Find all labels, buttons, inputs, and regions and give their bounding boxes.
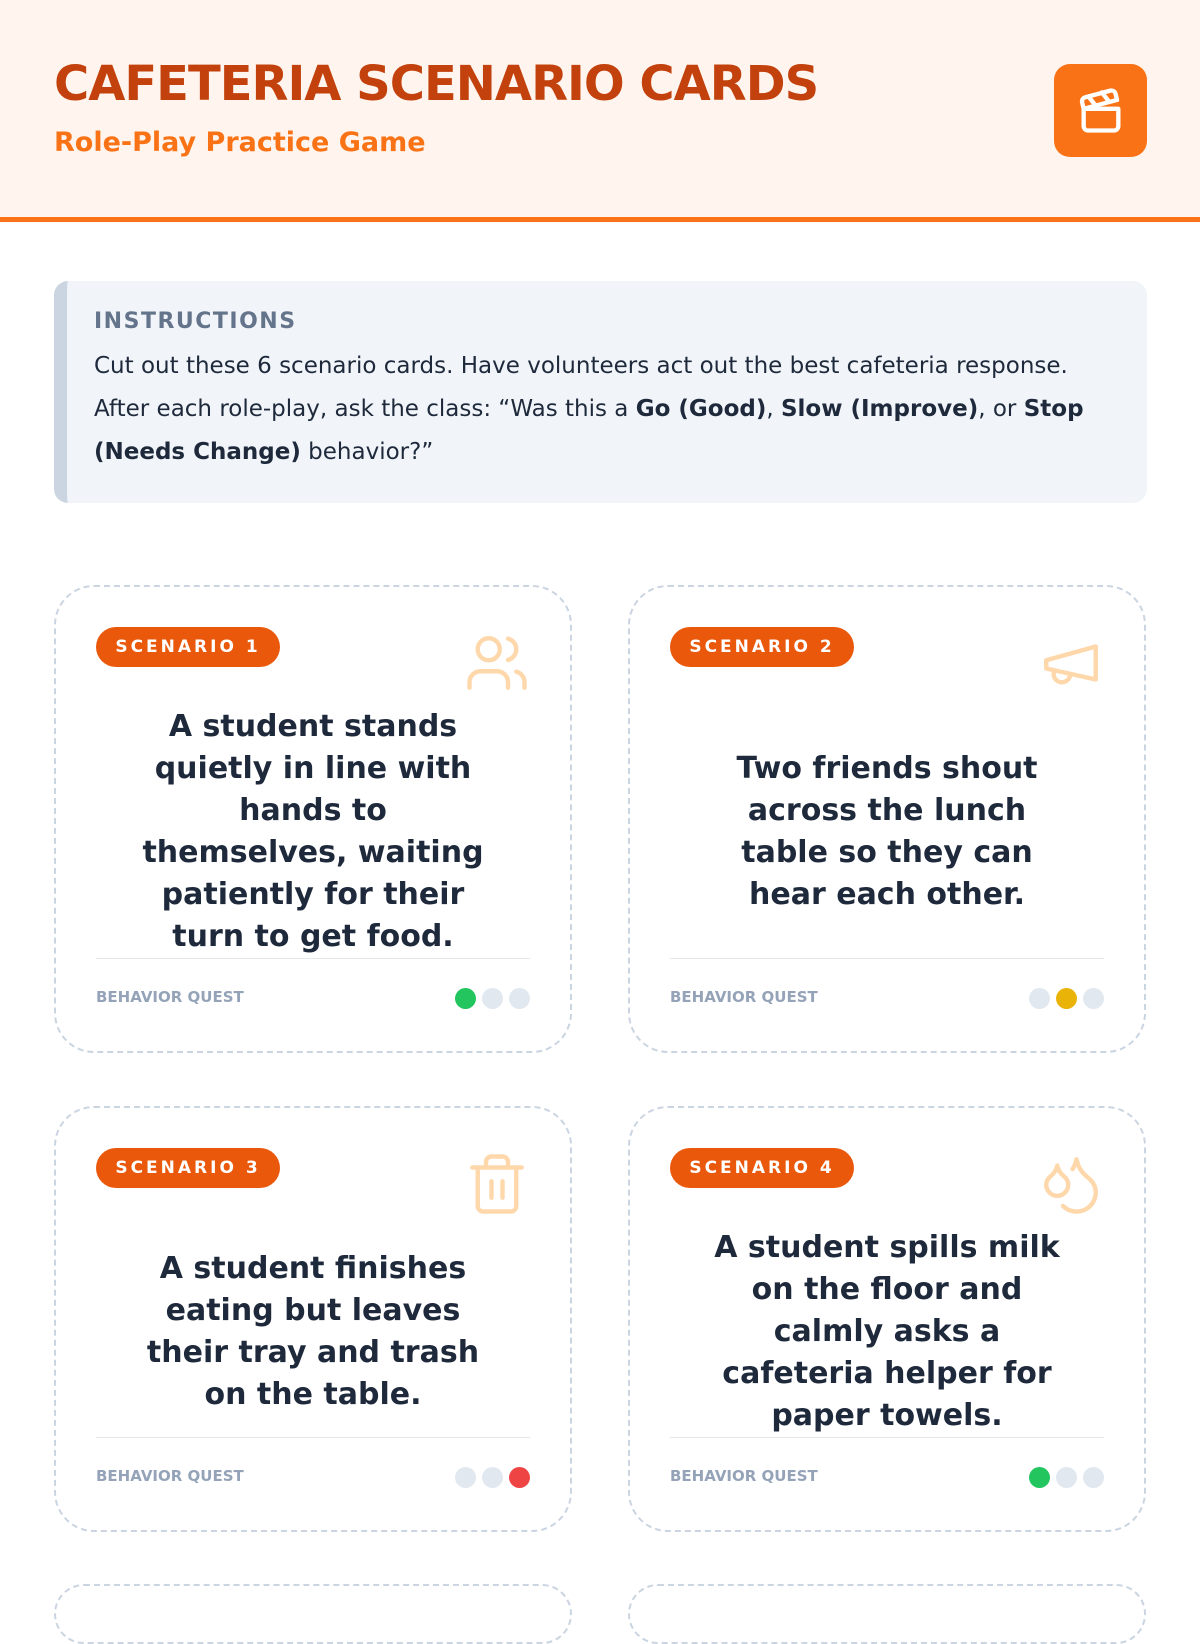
separator-1: , — [766, 396, 781, 422]
page-header — [0, 0, 1200, 222]
slow-dot — [482, 988, 503, 1009]
card-footer-label: BEHAVIOR QUEST — [670, 1467, 818, 1485]
scenario-badge: SCENARIO 1 — [96, 627, 280, 667]
scenario-badge: SCENARIO 4 — [670, 1148, 854, 1188]
slow-dot — [482, 1467, 503, 1488]
rating-dots — [455, 1467, 530, 1488]
scenario-card-2 — [628, 585, 1146, 1053]
rating-dots — [1029, 1467, 1104, 1488]
droplets-icon — [1038, 1151, 1104, 1217]
go-dot — [1029, 1467, 1050, 1488]
rating-dots — [1029, 988, 1104, 1009]
clapperboard-icon — [1054, 64, 1147, 157]
instructions-line-2-prefix: After each role-play, ask the class: “Was this a — [94, 396, 636, 422]
instructions-text — [94, 345, 1107, 474]
card-divider — [96, 958, 530, 959]
scenario-card-1 — [54, 585, 572, 1053]
users-icon — [464, 630, 530, 696]
go-dot — [455, 988, 476, 1009]
page-subtitle: Role-Play Practice Game — [54, 127, 426, 158]
card-divider — [670, 958, 1104, 959]
slow-dot — [1056, 988, 1077, 1009]
go-dot — [455, 1467, 476, 1488]
scenario-card-4 — [628, 1106, 1146, 1532]
stop-dot — [509, 1467, 530, 1488]
instructions-line-1: Cut out these 6 scenario cards. Have volunteers act out the best cafeteria response. — [94, 353, 1068, 379]
scenario-card-3 — [54, 1106, 572, 1532]
slow-label: Slow (Improve) — [780, 396, 979, 422]
card-footer-label: BEHAVIOR QUEST — [96, 1467, 244, 1485]
scenario-text: A student spills milk on the floor and calmly asks a cafeteria helper for paper towels. — [714, 1230, 1060, 1433]
trash-icon — [464, 1151, 530, 1217]
card-footer-label: BEHAVIOR QUEST — [96, 988, 244, 1006]
scenario-text: A student stands quietly in line with hands to themselves, waiting patiently for their turn to get food. — [142, 709, 484, 954]
scenario-badge: SCENARIO 3 — [96, 1148, 280, 1188]
instructions-suffix: behavior?” — [300, 439, 434, 465]
scenario-text: A student finishes eating but leaves their tray and trash on the table. — [146, 1251, 480, 1412]
stop-label: Stop (Needs Change) — [94, 396, 1084, 465]
stop-dot — [1083, 1467, 1104, 1488]
rating-dots — [455, 988, 530, 1009]
megaphone-icon — [1038, 630, 1104, 696]
stop-dot — [1083, 988, 1104, 1009]
separator-2: , or — [978, 396, 1024, 422]
page-title: CAFETERIA SCENARIO CARDS — [54, 56, 819, 112]
instructions-box — [54, 281, 1147, 503]
scenario-card-5-partial — [54, 1584, 572, 1644]
card-footer-label: BEHAVIOR QUEST — [670, 988, 818, 1006]
go-dot — [1029, 988, 1050, 1009]
go-label: Go (Good) — [635, 396, 767, 422]
scenario-card-6-partial — [628, 1584, 1146, 1644]
scenario-badge: SCENARIO 2 — [670, 627, 854, 667]
slow-dot — [1056, 1467, 1077, 1488]
instructions-heading: INSTRUCTIONS — [94, 309, 297, 334]
card-divider — [96, 1437, 530, 1438]
stop-dot — [509, 988, 530, 1009]
scenario-text: Two friends shout across the lunch table so they can hear each other. — [736, 751, 1038, 912]
card-divider — [670, 1437, 1104, 1438]
